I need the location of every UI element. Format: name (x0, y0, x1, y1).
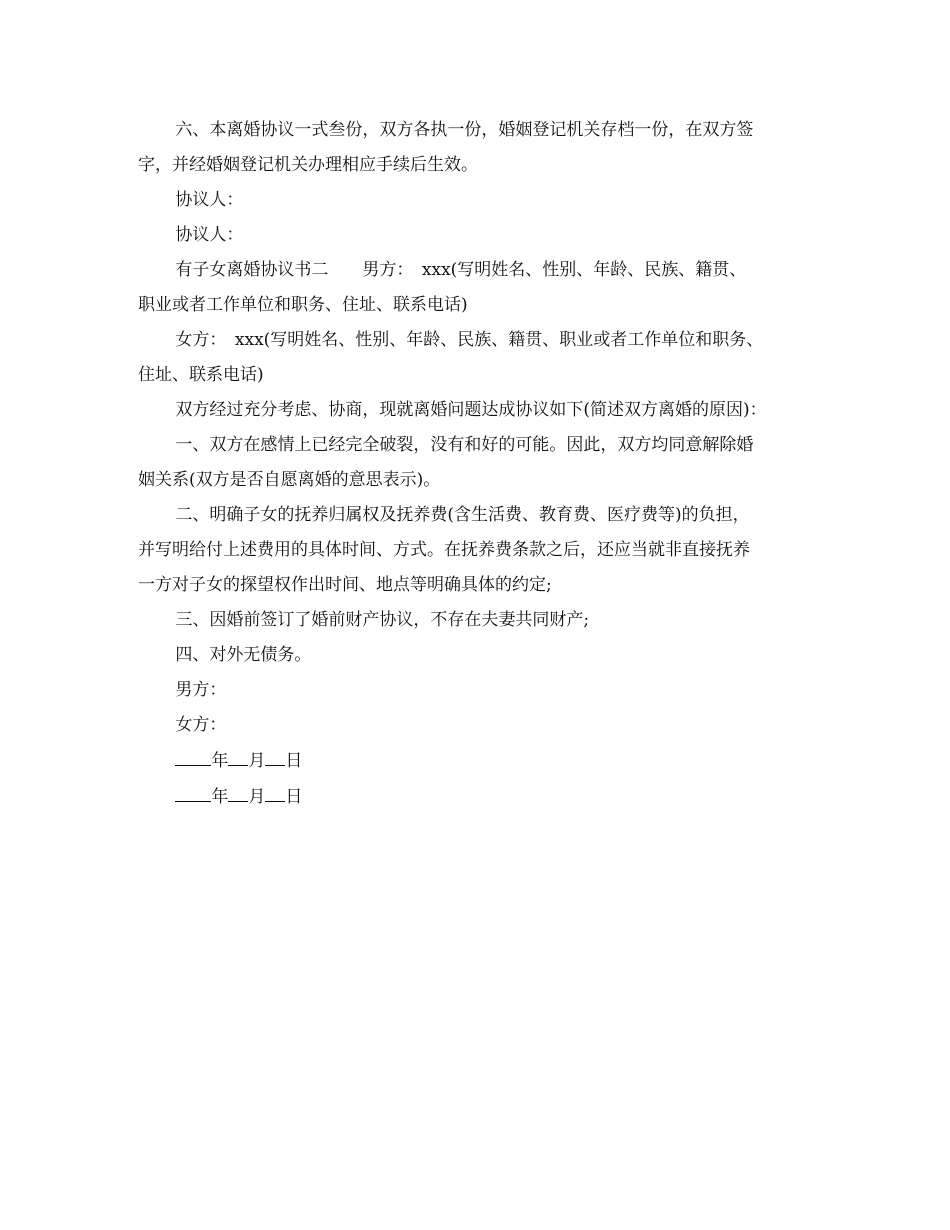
day-label: 日 (285, 751, 303, 771)
month-label: 月 (248, 787, 266, 807)
clause-three (138, 603, 838, 638)
text-line: 住址、联系电话) (138, 365, 264, 385)
text-line: 有子女离婚协议书二 男方： xxx(写明姓名、性别、年龄、民族、籍贯、 (175, 260, 747, 280)
clause-four (138, 638, 838, 673)
text-line: 男方： (175, 680, 227, 700)
month-label: 月 (248, 751, 266, 771)
text-line: 三、因婚前签订了婚前财产协议，不存在夫妻共同财产; (175, 610, 590, 630)
agreement-two-header (138, 253, 838, 323)
text-line: 双方经过充分考虑、协商，现就离婚问题达成协议如下(简述双方离婚的原因)： (175, 400, 767, 420)
year-blank (175, 779, 211, 802)
text-line: 四、对外无债务。 (175, 645, 312, 665)
text-line: 一方对子女的探望权作出时间、地点等明确具体的约定; (138, 575, 552, 595)
text-line: 女方： (175, 715, 227, 735)
signatory-line (138, 218, 838, 253)
female-party-info (138, 323, 838, 393)
clause-two (138, 498, 838, 603)
male-signature-line (138, 673, 838, 708)
text-line: 一、双方在感情上已经完全破裂，没有和好的可能。因此，双方均同意解除婚 (175, 435, 754, 455)
day-label: 日 (285, 787, 303, 807)
date-line (138, 779, 838, 815)
text-line: 六、本离婚协议一式叁份，双方各执一份，婚姻登记机关存档一份，在双方签 (175, 120, 754, 140)
signatory-line (138, 183, 838, 218)
date-line (138, 743, 838, 779)
year-blank (175, 743, 211, 766)
day-blank (265, 743, 285, 766)
text-line: 职业或者工作单位和职务、住址、联系电话) (138, 295, 468, 315)
day-blank (265, 779, 285, 802)
female-signature-line (138, 708, 838, 743)
clause-six (138, 113, 838, 183)
month-blank (228, 743, 248, 766)
year-label: 年 (211, 787, 229, 807)
text-line: 字，并经婚姻登记机关办理相应手续后生效。 (138, 155, 478, 175)
text-line: 并写明给付上述费用的具体时间、方式。在抚养费条款之后，还应当就非直接抚养 (138, 540, 750, 560)
agreement-intro (138, 393, 838, 428)
text-line: 姻关系(双方是否自愿离婚的意思表示)。 (138, 470, 441, 490)
year-label: 年 (211, 751, 229, 771)
text-line: 女方： xxx(写明姓名、性别、年龄、民族、籍贯、职业或者工作单位和职务、 (175, 330, 764, 350)
month-blank (228, 779, 248, 802)
text-line: 协议人： (175, 225, 244, 245)
document-body (138, 113, 838, 815)
text-line: 协议人： (175, 190, 244, 210)
clause-one (138, 428, 838, 498)
text-line: 二、明确子女的抚养归属权及抚养费(含生活费、教育费、医疗费等)的负担， (175, 505, 750, 525)
